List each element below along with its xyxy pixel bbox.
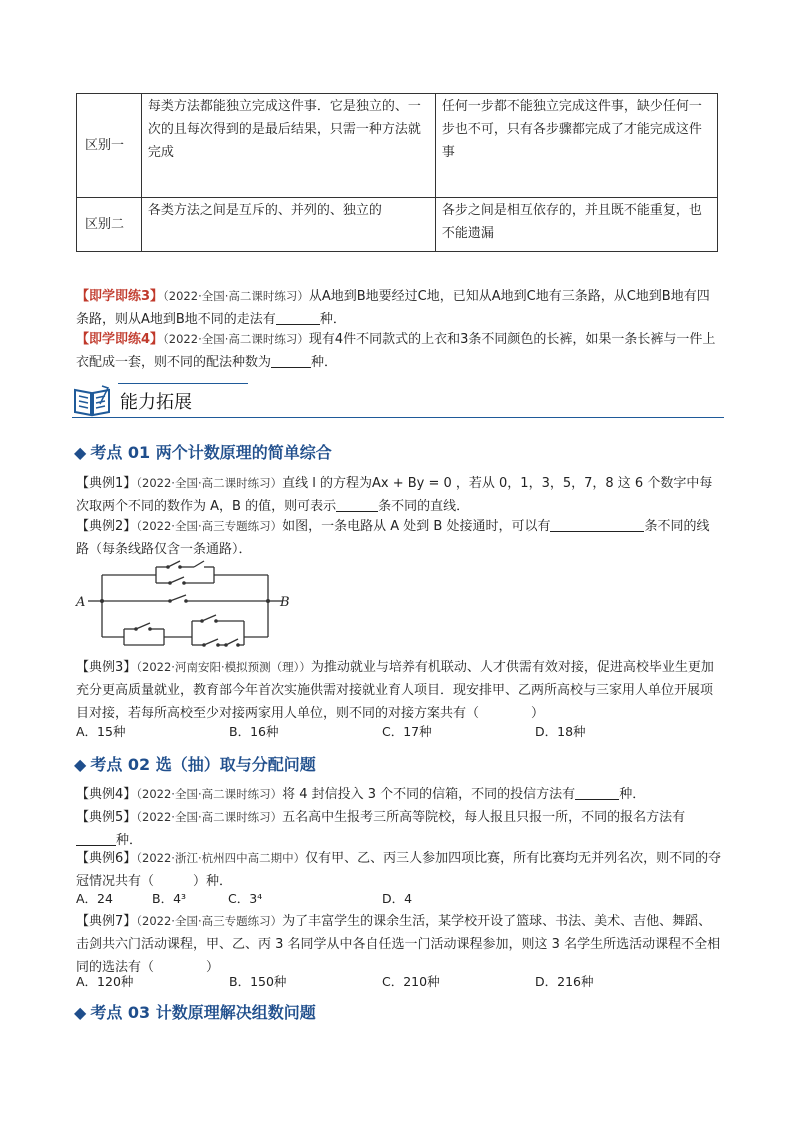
option-b[interactable]: B．4³ [152,891,187,906]
example-tag: 【典例7】 [76,914,137,929]
heading-text: 考点 02 选（抽）取与分配问题 [90,755,316,774]
table-cell: 每类方法都能独立完成这件事．它是独立的、一次的且每次得到的是最后结果，只需一种方法就完成 [141,94,435,198]
kaodian-heading-1 [74,440,332,463]
option-d[interactable]: D．4 [382,891,413,906]
question-text: 现有4件不同款式的上衣和3条不同颜色的长裤，如果一条长裤与一件上衣配成一套，则不同的配法种数为 [76,332,716,370]
option-a[interactable]: A．15种 [76,724,126,739]
option-d[interactable]: D．216种 [535,974,594,989]
example-tag: 【典例4】 [76,787,137,802]
question-text: 如图，一条电路从 A 处到 B 处接通时，可以有 [282,519,551,534]
heading-text: 考点 03 计数原理解决组数问题 [90,1003,316,1022]
practice-3 [76,285,722,331]
question-text: 直线 l 的方程为Ax + By = 0 ，若从 0，1，3，5，7，8 这 6 个数字中每次取两个不同的数作为 A，B 的值，则可表示 [76,476,713,514]
banner-top-rule [118,383,248,384]
question-text: 种． [311,355,338,370]
question-text: 种． [116,833,143,848]
source-note: （2022·全国·高三专题练习） [136,519,283,533]
source-note: （2022·全国·高三专题练习） [136,914,283,928]
section-title: 能力拓展 [120,392,192,413]
source-note: （2022·全国·高二课时练习） [136,787,283,801]
source-note: （2022·全国·高二课时练习） [136,476,283,490]
table-cell: 任何一步都不能独立完成这件事，缺少任何一步也不可，只有各步骤都完成了才能完成这件事 [435,94,717,198]
options-row [76,722,716,742]
example-6 [76,847,722,893]
example-3 [76,656,722,725]
answer-blank[interactable] [550,517,644,532]
circuit-diagram [74,555,294,651]
example-tag: 【典例5】 [76,810,137,825]
answer-blank[interactable] [76,831,116,846]
practice-tag: 【即学即练3】 [76,289,164,304]
example-tag: 【典例6】 [76,851,137,866]
options-row [76,889,476,909]
kaodian-heading-2 [74,752,316,775]
practice-tag: 【即学即练4】 [76,332,164,347]
diamond-icon: ◆ [74,1003,87,1022]
option-a[interactable]: A．120种 [76,974,134,989]
diamond-icon: ◆ [74,443,87,462]
source-note: （2022·浙江·杭州四中高二期中） [136,851,306,865]
question-text: 种． [619,787,646,802]
question-text: 将 4 封信投入 3 个不同的信箱，不同的投信方法有 [282,787,576,802]
option-c[interactable]: C．3⁴ [228,891,263,906]
question-text: 从A地到B地要经过C地，已知从A地到C地有三条路，从C地到B地有四条路，则从A地到B地不同的走法有 [76,289,710,327]
option-c[interactable]: C．210种 [382,974,440,989]
practice-4 [76,328,722,374]
question-text: 条不同的直线． [378,499,470,514]
question-text: 为推动就业与培养有机联动、人才供需有效对接，促进高校毕业生更加充分更高质量就业，教育部今年首次实施供需对接就业育人项目．现安排甲、乙两所高校与三家用人单位开展项目对接，若每所高校至少对接两家用人单位，则不同的对接方案共有（ ） [76,660,714,721]
example-tag: 【典例2】 [76,519,137,534]
option-b[interactable]: B．150种 [229,974,287,989]
example-tag: 【典例1】 [76,476,137,491]
diamond-icon: ◆ [74,755,87,774]
answer-blank[interactable] [276,310,320,325]
source-note: （2022·全国·高二课时练习） [163,332,309,346]
section-banner [72,380,724,420]
option-d[interactable]: D．18种 [535,724,586,739]
heading-text: 考点 01 两个计数原理的简单综合 [90,443,332,462]
source-note: （2022·全国·高二课时练习） [163,289,309,303]
question-text: 种． [319,312,346,327]
row-label: 区别一 [77,94,142,198]
example-tag: 【典例3】 [76,660,137,675]
kaodian-heading-3 [74,1000,316,1023]
example-1 [76,472,722,518]
question-text: 仅有甲、乙、丙三人参加四项比赛，所有比赛均无并列名次，则不同的夺冠情况共有（ ）种． [76,851,722,889]
example-7 [76,910,722,979]
table-cell: 各步之间是相互依存的，并且既不能重复，也不能遗漏 [435,198,717,252]
answer-blank[interactable] [271,353,311,368]
question-text: 为了丰富学生的课余生活，某学校开设了篮球、书法、美术、吉他、舞蹈、击剑共六门活动课程，甲、乙、丙 3 名同学从中各自任选一门活动课程参加，则这 3 名学生所选活动课程不全相同的选法有（ ） [76,914,721,975]
table-row [77,94,718,198]
source-note: （2022·全国·高二课时练习） [136,810,283,824]
row-label: 区别二 [77,198,142,252]
options-row [76,972,716,992]
answer-blank[interactable] [575,785,619,800]
table-row [77,198,718,252]
table-cell: 各类方法之间是互斥的、并列的、独立的 [141,198,435,252]
example-4 [76,783,722,806]
answer-blank[interactable] [336,497,378,512]
option-c[interactable]: C．17种 [382,724,432,739]
example-5 [76,806,722,852]
question-text: 条不同的线路（每条线路仅含一条通路）． [76,519,710,557]
banner-rule [72,417,724,418]
circuit-label-b: B [280,595,290,610]
comparison-table [76,93,718,252]
option-b[interactable]: B．16种 [229,724,279,739]
circuit-label-a: A [76,595,86,610]
question-text: 五名高中生报考三所高等院校，每人报且只报一所，不同的报名方法有 [282,810,686,825]
option-a[interactable]: A．24 [76,891,113,906]
source-note: （2022·河南安阳·模拟预测（理）） [136,660,311,674]
